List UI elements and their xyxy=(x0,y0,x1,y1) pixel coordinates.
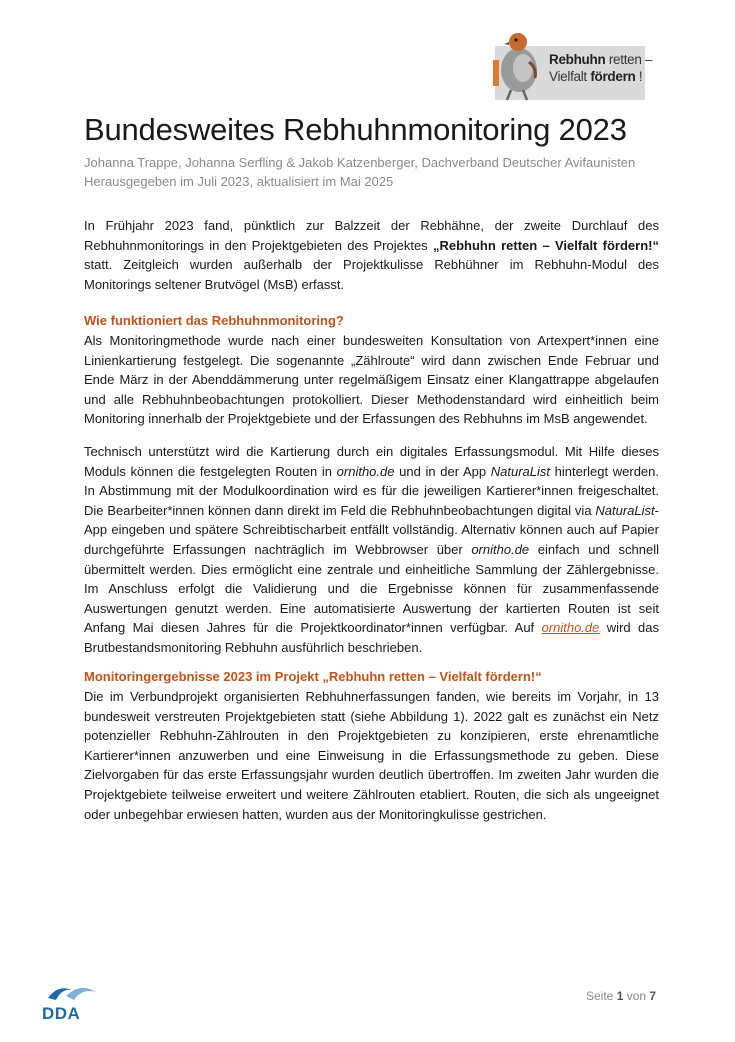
technical-paragraph: Technisch unterstützt wird die Kartierung durch ein digitales Erfassungsmodul. Mit Hilfe dieses Moduls können die festgelegten Routen in ornitho.de und in der App NaturaList hinterlegt werden. In Abstimmung mit der Modulkoordination wird es für die jeweiligen Kartierer*innen freigeschaltet. Die Bearbeiter*innen können dann direkt im Feld die Rebhuhnbeobachtungen digital via NaturaList-App eingeben und spätere Schreibtischarbeit entfällt vollständig. Alternativ können auch auf Papier durchgeführte Erfassungen nachträglich im Webbrowser über ornitho.de einfach und schnell übermittelt werden. Dies ermöglicht eine zentrale und einheitliche Sammlung der Zählergebnisse. Im Anschluss erfolgt die Validierung und die Ergebnisse können für zusammenfassende Auswertungen genutzt werden. Eine automatisierte Auswertung der kartierten Routen ist seit Anfang Mai diesen Jahres für die Projektkoordinator*innen verfügbar. Auf ornitho.de wird das Brutbestandsmonitoring Rebhuhn ausführlich beschrieben. xyxy=(84,444,660,655)
partridge-icon xyxy=(489,20,549,102)
logo-text-line1: Rebhuhn retten – xyxy=(549,52,653,67)
project-logo xyxy=(489,20,653,102)
flying-birds-icon xyxy=(40,980,100,1006)
intro-paragraph: In Frühjahr 2023 fand, pünktlich zur Balzzeit der Rebhähne, der zweite Durchlauf des Rebhuhnmonitorings in den Projektgebieten des Projektes „Rebhuhn retten – Vielfalt fördern!“ statt. Zeitgleich wurden außerhalb der Projektkulisse Rebhühner im Rebhuhn-Modul des Monitorings seltener Brutvögel (MsB) erfasst. xyxy=(84,218,659,292)
ornitho-link[interactable]: ornitho.de xyxy=(541,620,600,636)
section-heading-method: Wie funktioniert das Rebhuhnmonitoring? xyxy=(84,313,344,328)
page-number: Seite 1 von 7 xyxy=(586,989,657,1003)
dda-wordmark: DDA xyxy=(42,1004,81,1023)
results-paragraph: Die im Verbundprojekt organisierten Rebhuhnerfassungen fanden, wie bereits im Vorjahr, in 13 bundesweit verstreuten Projektgebieten statt (siehe Abbildung 1). 2022 galt es zunächst ein Netz potenzieller Rebhuhn-Zählrouten in den Projektgebieten zu konzipieren, erste ehrenamtliche Kartierer*innen anzuwerben und eine Einweisung in die Erfassungsmethode zu geben. Diese Zielvorgaben für das erste Erfassungsjahr wurden deutlich übertroffen. Im zweiten Jahr wurden die Projektgebiete teilweise erweitert und weitere Zählrouten etabliert. Routen, die sich als ungeeignet oder unbegehbar erwiesen hatten, wurden aus der Monitoringkulisse gestrichen. xyxy=(84,689,659,822)
section-heading-results: Monitoringergebnisse 2023 im Projekt „Rebhuhn retten – Vielfalt fördern!“ xyxy=(84,669,542,684)
authors-line: Johanna Trappe, Johanna Serfling & Jakob Katzenberger, Dachverband Deutscher Avifaunisten xyxy=(84,155,636,170)
logo-text-line2: Vielfalt fördern ! xyxy=(549,69,643,84)
published-line: Herausgegeben im Juli 2023, aktualisiert im Mai 2025 xyxy=(84,174,394,189)
method-paragraph: Als Monitoringmethode wurde nach einer bundesweiten Konsultation von Artexpert*innen eine Linienkartierung festgelegt. Die sogenannte „Zählroute“ wird dann zwischen Ende Februar und Ende März in der Abenddämmerung unter regelmäßigem Einsatz einer Klangattrappe abgelaufen und alle Rebhuhnbeobachtungen protokolliert. Dieser Methodenstandard wird einheitlich beim Monitoring innerhalb der Projektgebiete und der Erfassungen des Rebhuhns im MsB angewendet. xyxy=(84,333,659,427)
page-title: Bundesweites Rebhuhnmonitoring 2023 xyxy=(84,112,627,147)
dda-logo xyxy=(40,980,100,1026)
